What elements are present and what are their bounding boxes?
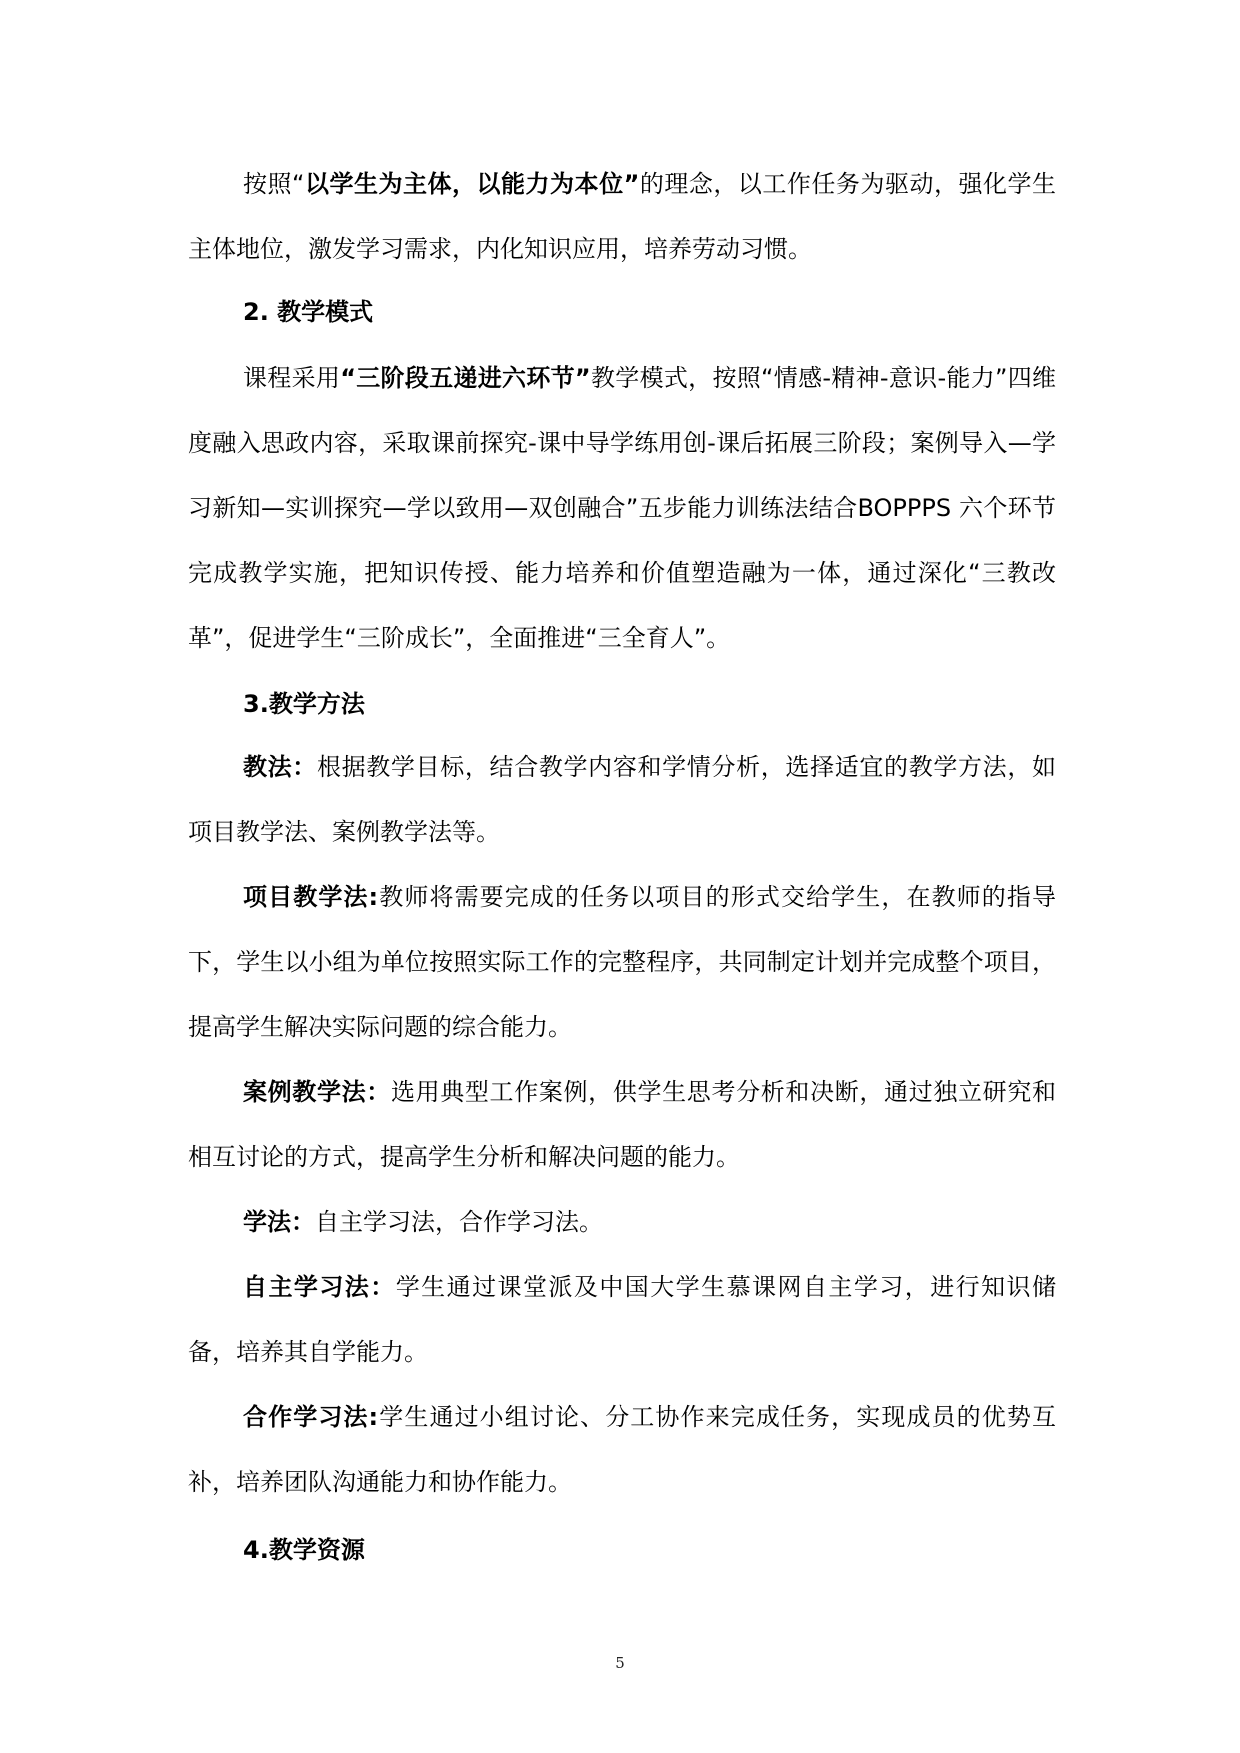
case-method-text: 选用典型工作案例，供学生思考分析和决断，通过独立研究和相互讨论的方式，提高学生分析和解决问题的能力。 [188, 1078, 1056, 1171]
mode-bold: “三阶段五递进六环节” [340, 364, 591, 392]
page-number: 5 [615, 1654, 625, 1672]
paragraph-jiaofa [188, 735, 1056, 865]
paragraph-cooperative-study [188, 1385, 1056, 1515]
jiaofa-label: 教法： [243, 753, 317, 781]
mode-prefix: 课程采用 [243, 364, 341, 392]
xuefa-label: 学法： [243, 1208, 315, 1236]
project-method-text: 教师将需要完成的任务以项目的形式交给学生，在教师的指导下，学生以小组为单位按照实际工作的完整程序，共同制定计划并完成整个项目，提高学生解决实际问题的综合能力。 [188, 883, 1056, 1041]
cooperative-text: 学生通过小组讨论、分工协作来完成任务，实现成员的优势互补，培养团队沟通能力和协作能力。 [188, 1403, 1056, 1496]
philosophy-prefix: 按照“ [243, 170, 305, 198]
xuefa-text: 自主学习法，合作学习法。 [315, 1208, 603, 1236]
cooperative-label: 合作学习法: [243, 1403, 379, 1431]
philosophy-bold: 以学生为主体，以能力为本位” [304, 170, 640, 198]
self-study-text: 学生通过课堂派及中国大学生慕课网自主学习，进行知识储备，培养其自学能力。 [188, 1273, 1057, 1366]
jiaofa-text: 根据教学目标，结合教学内容和学情分析，选择适宜的教学方法，如项目教学法、案例教学法等。 [188, 753, 1056, 846]
paragraph-case-method [188, 1060, 1056, 1190]
project-method-label: 项目教学法: [243, 883, 379, 911]
paragraph-project-method [188, 865, 1056, 1060]
self-study-label: 自主学习法： [243, 1273, 396, 1301]
philosophy-suffix: 的理念，以工作任务为驱动，强化学生主体地位，激发学习需求，内化知识应用，培养劳动习惯。 [188, 170, 1057, 263]
heading-teaching-mode: 2. 教学模式 [243, 298, 374, 326]
paragraph-learning-philosophy [188, 152, 1056, 282]
mode-suffix: 教学模式，按照“情感-精神-意识-能力”四维度融入思政内容，采取课前探究-课中导学练用创-课后拓展三阶段；案例导入—学习新知—实训探究—学以致用—双创融合”五步能力训练法结合BOPPPS 六个环节完成教学实施，把知识传授、能力培养和价值塑造融为一体，通过深化“三教改革”，促进学生“三阶成长”，全面推进“三全育人”。 [188, 364, 1057, 652]
paragraph-teaching-mode [188, 346, 1056, 671]
case-method-label: 案例教学法： [243, 1078, 391, 1106]
paragraph-xuefa [188, 1190, 1056, 1255]
heading-teaching-resources: 4.教学资源 [243, 1536, 365, 1564]
paragraph-self-study [188, 1255, 1056, 1385]
heading-teaching-methods: 3.教学方法 [243, 690, 365, 718]
